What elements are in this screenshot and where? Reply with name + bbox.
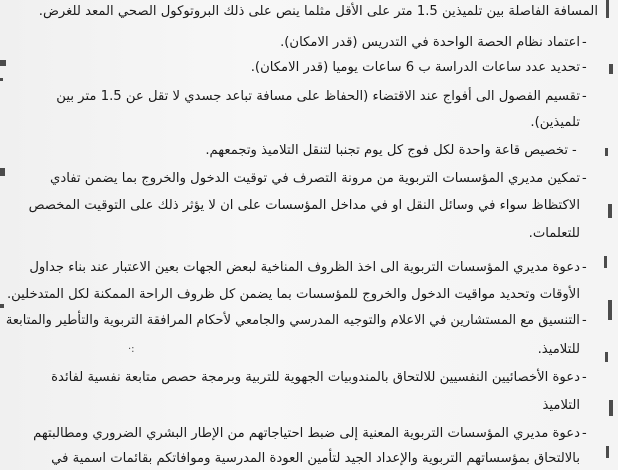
document-line: الاكتظاظ سواء في وسائل النقل او في مداخل المؤسسات على ان لا يؤثر ذلك على التوقيت المخصص [28,198,580,213]
scan-edge-artifact [608,300,612,320]
document-line: دعوة الأخصائيين النفسيين للالتحاق بالمندوبيات الجهوية للتربية وبرمجة حصص متابعة نفسية لفائدة [51,370,580,385]
bullet-marker: - [582,171,587,186]
bullet-marker: - [582,370,587,385]
scan-speck: ·: [128,344,135,355]
document-line: للتعلمات. [528,226,580,241]
bullet-marker: - [582,89,587,104]
document-line: تمكين مديري المؤسسات التربوية من مرونة التصرف في توقيت الدخول والخروج بما يضمن تفادي [50,171,580,186]
scan-edge-artifact [609,400,613,416]
document-line: التنسيق مع المستشارين في الاعلام والتوجيه المدرسي والجامعي لأحكام المرافقة التربوية والتأطير والمتابعة [6,313,580,328]
scan-edge-artifact [605,148,608,156]
bullet-marker: - [582,260,587,275]
bullet-marker: - [582,426,587,441]
scan-edge-artifact [605,352,608,362]
document-line: بالالتحاق بمؤسساتهم التربوية والإعداد الجيد لتأمين العودة المدرسية وموافاتكم بقائمات اسمية في [51,451,580,466]
document-line: دعوة مديري المؤسسات التربوية الى اخذ الظروف المناخية لبعض الجهات بعين الاعتبار عند بناء جداول [29,260,580,275]
document-line: اعتماد نظام الحصة الواحدة في التدريس (قدر الامكان). [280,35,580,50]
scan-edge-artifact [609,64,613,74]
scan-edge-artifact [0,168,5,176]
document-line: تحديد عدد ساعات الدراسة ب 6 ساعات يوميا (قدر الامكان). [250,60,580,75]
document-line: المسافة الفاصلة بين تلميذين 1.5 متر على الأقل مثلما ينص على ذلك البروتوكول الصحي المعد للغرض. [38,4,598,19]
scan-edge-artifact [0,304,4,308]
document-line: تخصيص قاعة واحدة لكل فوج كل يوم تجنبا لتنقل التلاميذ وتجمعهم. [205,143,568,158]
document-line: تقسيم الفصول الى أفواج عند الاقتضاء (الحفاظ على مسافة تباعد جسدي لا تقل عن 1.5 متر بين [56,89,580,104]
scan-edge-artifact [608,204,612,218]
scan-edge-artifact [0,60,6,66]
bullet-marker: - [582,35,587,50]
scan-edge-artifact [604,256,607,268]
document-line: تلميذين). [530,115,580,130]
document-line: الأوقات وتحديد مواقيت الدخول والخروج للمؤسسات بما يضمن كل ظروف الراحة الممكنة لكل المتدخلين. [6,287,580,302]
scan-edge-artifact [0,78,3,81]
scan-edge-artifact [606,446,609,458]
document-line: للتلاميذ. [537,342,580,357]
scan-edge-artifact [606,0,609,18]
bullet-marker: - [582,313,587,328]
bullet-marker: - [582,60,587,75]
document-line: التلاميذ [542,398,580,413]
bullet-marker: - [572,143,577,158]
document-line: دعوة مديري المؤسسات التربوية المعنية إلى ضبط احتياجاتهم من الإطار البشري الضروري ومطالبتهم [33,426,580,441]
